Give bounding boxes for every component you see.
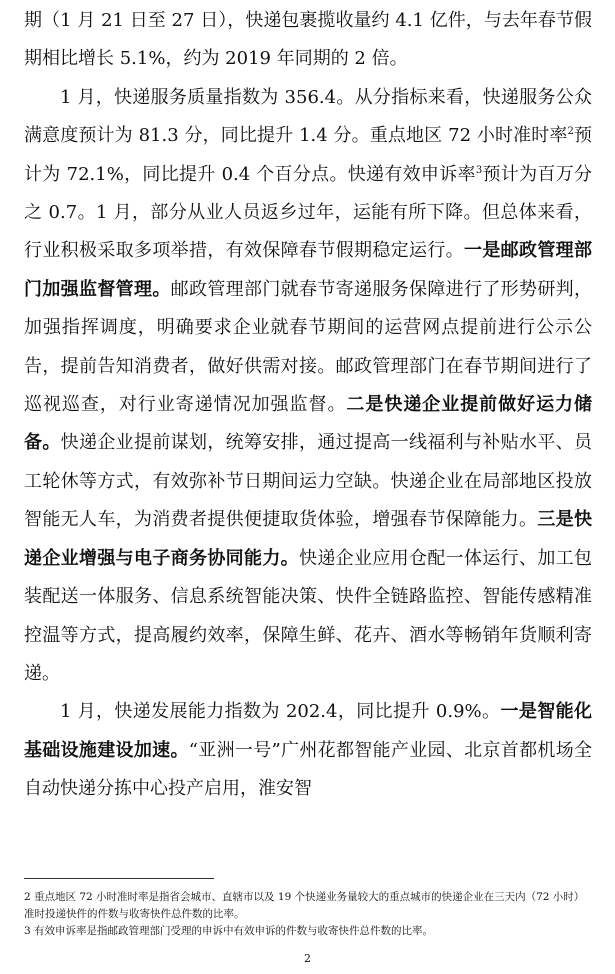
paragraph-0: 期（1 月 21 日至 27 日），快递包裹揽收量约 4.1 亿件，与去年春节假期相比增长 5.1%，约为 2019 年同期的 2 倍。 <box>24 10 592 70</box>
footnote-divider <box>24 878 214 879</box>
footnotes <box>24 889 592 940</box>
bold-point-2: 二是快递企业提前做好运力储备。 <box>24 394 593 454</box>
footnote-3: 3 有效申诉率是指邮政管理部门受理的申诉中有效申诉的件数与收寄快件总件数的比率。 <box>24 925 434 937</box>
paragraph-1: 1 月，快递服务质量指数为 356.4。从分指标来看，快递服务公众满意度预计为 81.3 分，同比提升 1.4 分。重点地区 72 小时准时率$^2$预计为 72.1%，同比提升 0.4 个百分点。快递有效申诉率$^3$预计为百万分之 0.7。1 月，部分从业人员返乡过年，运能有所下降。但总体来看，行业积极采取多项举措，有效保障春节假期稳定运行。一是邮政管理部门加强监督管理。邮政管理部门就春节寄递服务保障进行了形势研判，加强指挥调度，明确要求企业就春节期间的运营网点提前进行公示公告，提前告知消费者，做好供需对接。邮政管理部门在春节期间进行了巡视巡查，对行业寄递情况加强监督。二是快递企业提前做好运力储备。快递企业提前谋划，统筹安排，通过提高一线福利与补贴水平、员工轮休等方式，有效弥补节日期间运力空缺。快递企业在局部地区投放智能无人车，为消费者提供便捷取货体验，增强春节保障能力。三是快递企业增强与电子商务协同能力。快递企业应用仓配一体运行、加工包装配送一体服务、信息系统智能决策、快件全链路监控、智能传感精准控温等方式，提高履约效率，保障生鲜、花卉、酒水等畅销年货顺利寄递。 <box>24 86 593 684</box>
bold-point-3: 三是快递企业增强与电子商务协同能力。 <box>24 509 593 569</box>
page-number: 2 <box>304 952 311 965</box>
bold-point-4: 一是智能化基础设施建设加速。 <box>24 701 592 761</box>
body-text <box>24 2 592 809</box>
footnote-ref-2: 2 <box>567 126 574 138</box>
bold-point-1: 一是邮政管理部门加强监督管理。 <box>24 240 592 300</box>
footnote-2: 2 重点地区 72 小时准时率是指省会城市、直辖市以及 19 个快递业务量较大的重点城市的快递企业在三天内（72 小时）准时投递快件的件数与收寄快件总件数的比率。 <box>24 891 585 920</box>
paragraph-2: 1 月，快递发展能力指数为 202.4，同比提升 0.9%。一是智能化基础设施建设加速。“亚洲一号”广州花都智能产业园、北京首都机场全自动快递分拣中心投产启用，淮安智 <box>24 701 593 800</box>
footnote-ref-3: 3 <box>475 164 483 176</box>
